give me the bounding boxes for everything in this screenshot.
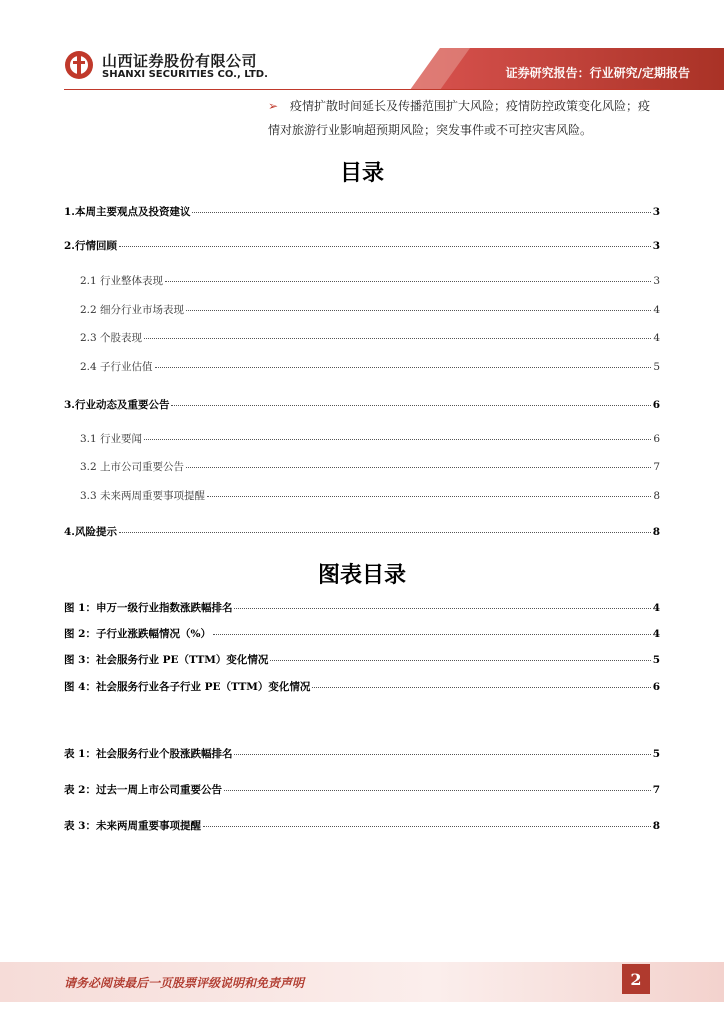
toc-item[interactable]: 1.本周主要观点及投资建议 3 <box>64 206 660 218</box>
toc-item[interactable]: 2.行情回顾 3 <box>64 240 660 252</box>
toc-subitem[interactable]: 3.2 上市公司重要公告 7 <box>80 461 660 473</box>
toc-subitem[interactable]: 2.4 子行业估值 5 <box>80 361 660 373</box>
toc-subitem[interactable]: 2.1 行业整体表现 3 <box>80 275 660 287</box>
table-item[interactable]: 表 1：社会服务行业个股涨跌幅排名 5 <box>64 748 660 760</box>
figure-item[interactable]: 图 2：子行业涨跌幅情况（%） 4 <box>64 628 660 640</box>
company-name-en: SHANXI SECURITIES CO., LTD. <box>102 69 268 80</box>
toc-subitem[interactable]: 3.1 行业要闻 6 <box>80 433 660 445</box>
figure-item[interactable]: 图 3：社会服务行业 PE（TTM）变化情况 5 <box>64 654 660 666</box>
toc-title: 目录 <box>339 161 384 186</box>
company-name-cn: 山西证券股份有限公司 <box>102 52 258 70</box>
bullet-arrow-icon: ➢ <box>268 99 279 113</box>
figure-item[interactable]: 图 4：社会服务行业各子行业 PE（TTM）变化情况 6 <box>64 681 660 693</box>
page-header <box>0 0 724 92</box>
header-divider <box>64 89 660 90</box>
toc-subitem[interactable]: 2.3 个股表现 4 <box>80 332 660 344</box>
toc-item[interactable]: 4.风险提示 8 <box>64 526 660 538</box>
table-item[interactable]: 表 2：过去一周上市公司重要公告 7 <box>64 784 660 796</box>
page-number: 2 <box>622 964 650 994</box>
figures-title: 图表目录 <box>317 563 406 588</box>
risk-line-2: 情对旅游行业影响超预期风险；突发事件或不可控灾害风险。 <box>268 123 593 137</box>
risk-summary <box>268 94 678 142</box>
risk-line-1: 疫情扩散时间延长及传播范围扩大风险；疫情防控政策变化风险；疫 <box>290 99 651 113</box>
footer-disclaimer: 请务必阅读最后一页股票评级说明和免责声明 <box>64 976 305 990</box>
report-type-label: 证券研究报告：行业研究/定期报告 <box>505 66 690 80</box>
toc-subitem[interactable]: 2.2 细分行业市场表现 4 <box>80 304 660 316</box>
toc-subitem[interactable]: 3.3 未来两周重要事项提醒 8 <box>80 490 660 502</box>
table-item[interactable]: 表 3：未来两周重要事项提醒 8 <box>64 820 660 832</box>
figure-item[interactable]: 图 1：申万一级行业指数涨跌幅排名 4 <box>64 602 660 614</box>
toc-item[interactable]: 3.行业动态及重要公告 6 <box>64 399 660 411</box>
